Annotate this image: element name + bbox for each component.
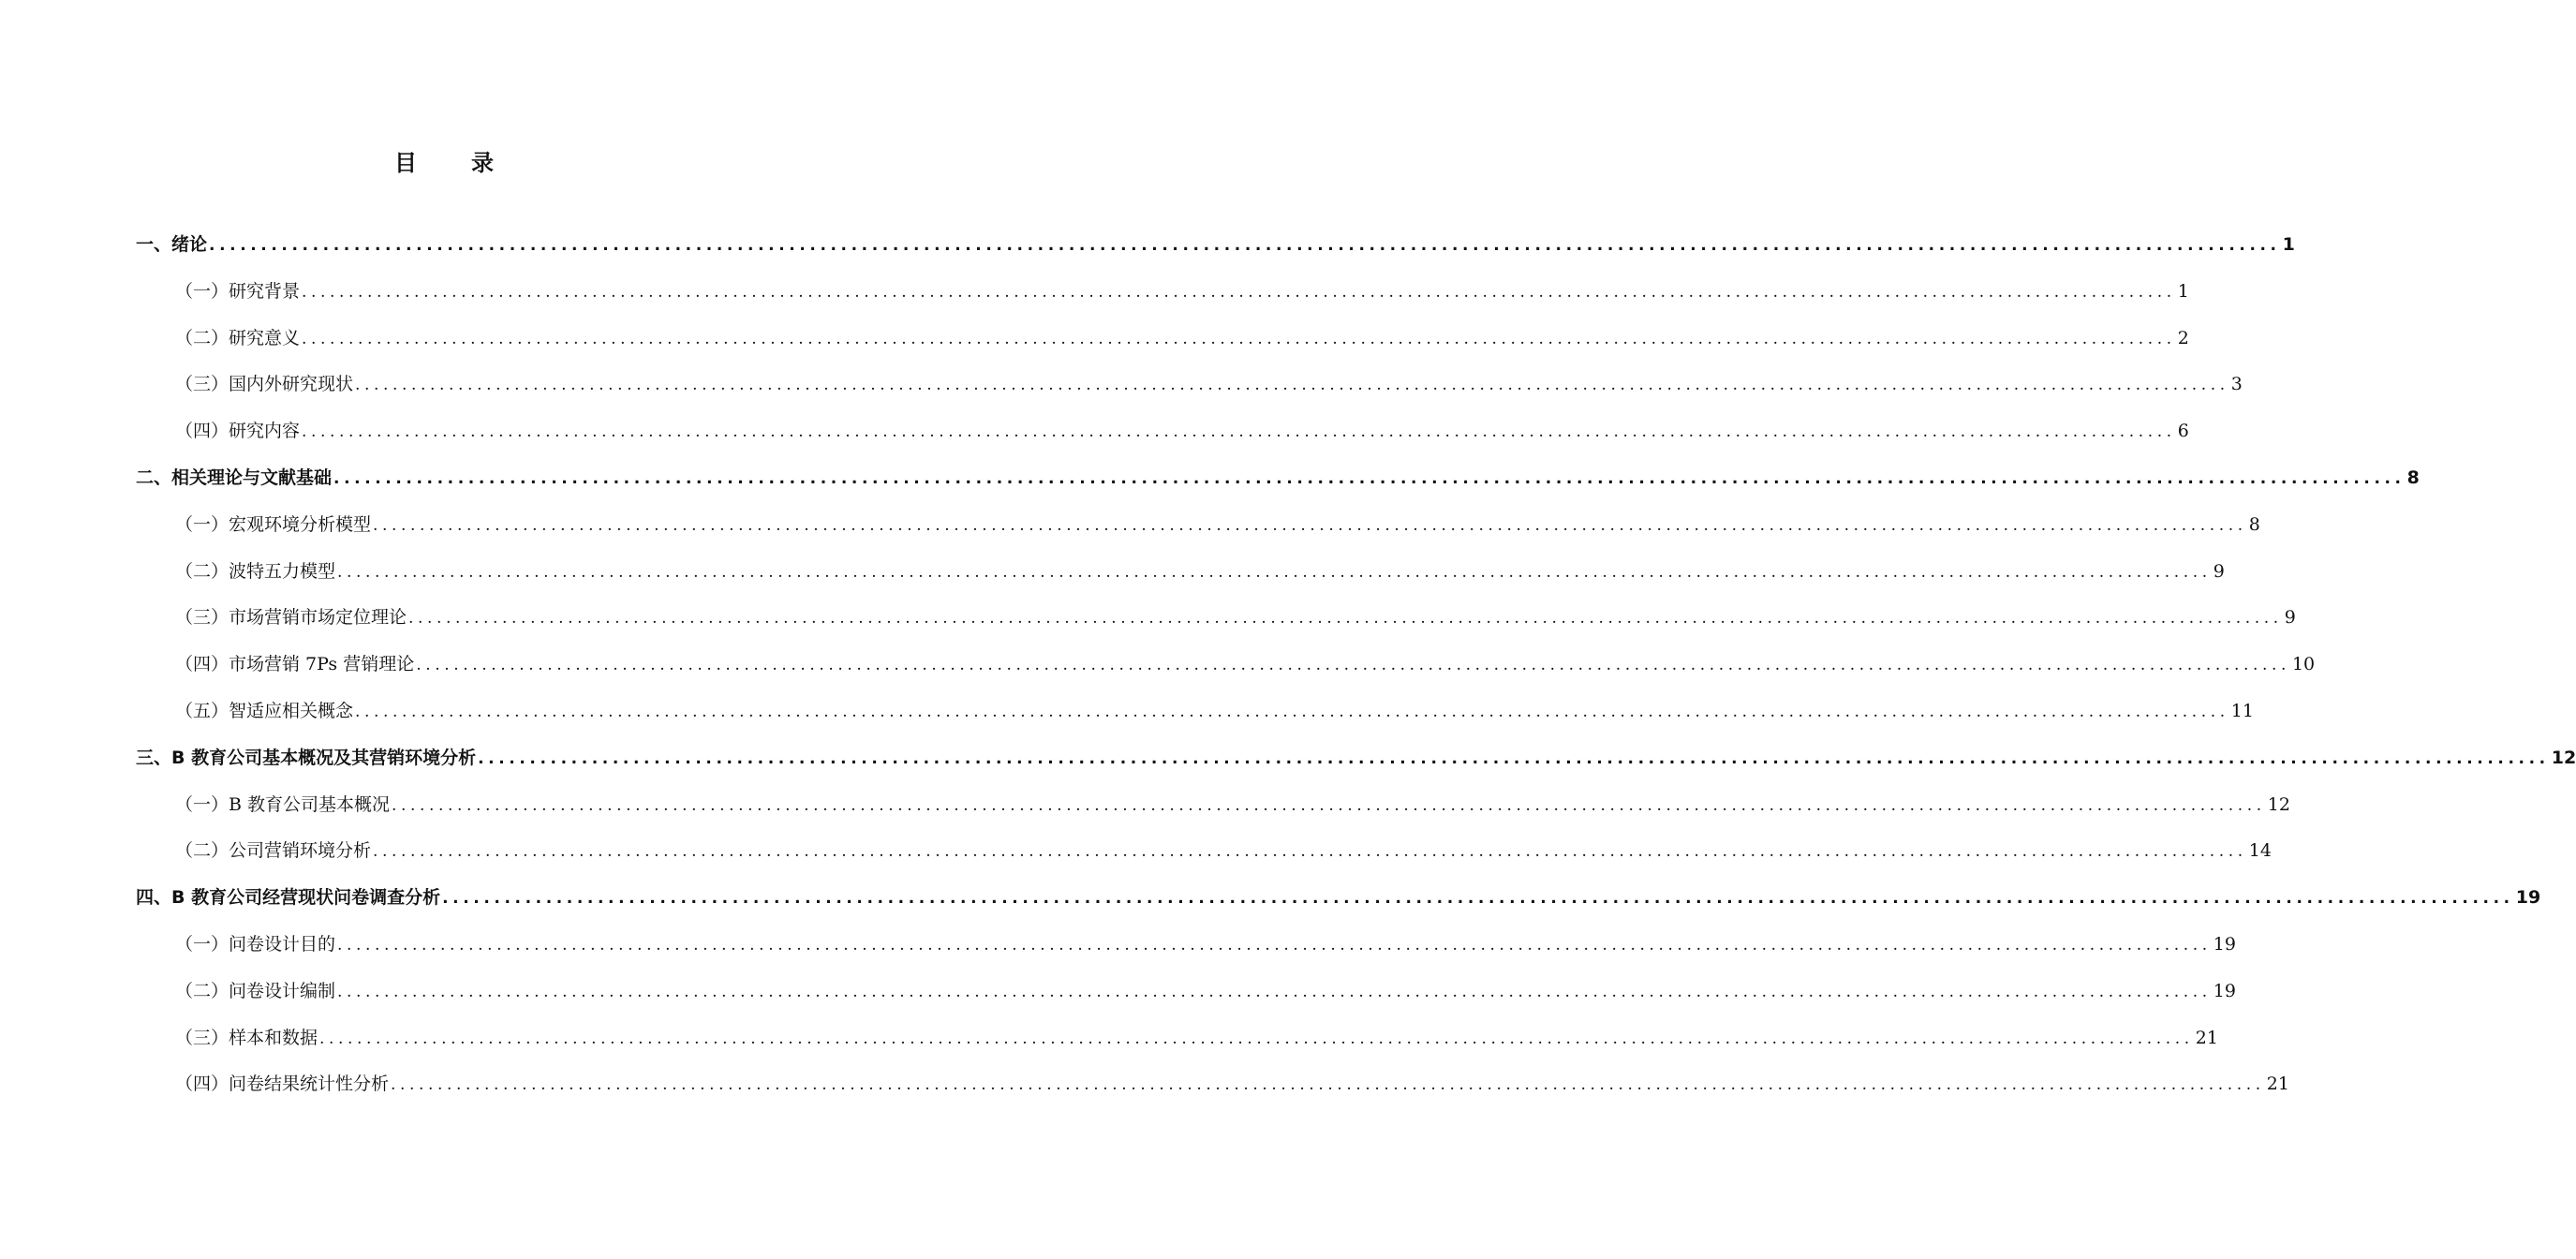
toc-entry-label: 四、B 教育公司经营现状问卷调查分析 xyxy=(136,887,441,909)
toc-section-entry[interactable] xyxy=(136,1061,2289,1108)
toc-chapter-entry[interactable] xyxy=(136,875,2541,922)
dot-leader: ........................................................................................................................................................................................................ xyxy=(391,1075,2265,1095)
toc-entry-page-number: 14 xyxy=(2248,840,2272,862)
toc-entry-page-number: 9 xyxy=(2213,560,2225,582)
toc-entry-page-number: 10 xyxy=(2291,654,2316,675)
table-of-contents xyxy=(136,222,2576,1108)
dot-leader: ........................................................................................................................................................................................................ xyxy=(302,329,2176,348)
toc-entry-page-number: 6 xyxy=(2177,421,2189,442)
dot-leader: ........................................................................................................................................................................................................ xyxy=(442,889,2514,909)
toc-entry-label: （四）研究内容 xyxy=(175,421,301,442)
toc-section-entry[interactable] xyxy=(136,782,2290,829)
toc-entry-label: （三）市场营销市场定位理论 xyxy=(175,607,407,629)
dot-leader: ........................................................................................................................................................................................................ xyxy=(302,282,2176,302)
toc-entry-page-number: 2 xyxy=(2177,327,2189,348)
page-title xyxy=(0,146,890,180)
toc-entry-page-number: 21 xyxy=(2266,1074,2289,1095)
toc-entry-label: （二）研究意义 xyxy=(175,327,301,348)
dot-leader: ........................................................................................................................................................................................................ xyxy=(478,748,2550,768)
toc-entry-label: （三）样本和数据 xyxy=(175,1027,318,1048)
toc-entry-label: （二）问卷设计编制 xyxy=(175,980,336,1001)
toc-entry-page-number: 21 xyxy=(2195,1027,2218,1048)
toc-entry-label: （二）波特五力模型 xyxy=(175,560,336,582)
dot-leader: ........................................................................................................................................................................................................ xyxy=(392,795,2266,815)
toc-entry-page-number: 1 xyxy=(2282,234,2295,255)
dot-leader: ........................................................................................................................................................................................................ xyxy=(337,982,2212,1001)
toc-section-entry[interactable] xyxy=(136,269,2189,316)
dot-leader: ........................................................................................................................................................................................................ xyxy=(337,562,2212,582)
page-title-char-1: 目 xyxy=(394,150,419,176)
dot-leader: ........................................................................................................................................................................................................ xyxy=(302,422,2176,442)
toc-section-entry[interactable] xyxy=(136,408,2189,455)
toc-entry-label: （二）公司营销环境分析 xyxy=(175,840,372,862)
toc-entry-page-number: 12 xyxy=(2267,793,2290,815)
toc-entry-page-number: 1 xyxy=(2177,280,2189,302)
toc-entry-page-number: 3 xyxy=(2230,374,2243,395)
dot-leader: ........................................................................................................................................................................................................ xyxy=(355,376,2229,395)
toc-entry-page-number: 19 xyxy=(2213,933,2236,955)
dot-leader: ........................................................................................................................................................................................................ xyxy=(337,935,2212,955)
toc-section-entry[interactable] xyxy=(136,362,2243,408)
toc-entry-label: （一）B 教育公司基本概况 xyxy=(175,793,391,815)
toc-section-entry[interactable] xyxy=(136,316,2189,363)
dot-leader: ........................................................................................................................................................................................................ xyxy=(209,236,2281,255)
toc-entry-label: （三）国内外研究现状 xyxy=(175,374,354,395)
dot-leader: ........................................................................................................................................................................................................ xyxy=(408,609,2283,629)
toc-entry-label: （四）问卷结果统计性分析 xyxy=(175,1074,390,1095)
page-title-char-2: 录 xyxy=(471,150,496,176)
dot-leader: ........................................................................................................................................................................................................ xyxy=(373,842,2247,862)
toc-entry-page-number: 9 xyxy=(2284,607,2296,629)
toc-section-entry[interactable] xyxy=(136,642,2316,689)
toc-entry-label: （一）研究背景 xyxy=(175,280,301,302)
toc-entry-page-number: 11 xyxy=(2230,700,2254,721)
toc-chapter-entry[interactable] xyxy=(136,735,2576,782)
dot-leader: ........................................................................................................................................................................................................ xyxy=(333,468,2406,488)
toc-section-entry[interactable] xyxy=(136,1015,2218,1062)
toc-entry-page-number: 19 xyxy=(2213,980,2236,1001)
toc-entry-label: 二、相关理论与文献基础 xyxy=(136,467,333,488)
toc-chapter-entry[interactable] xyxy=(136,455,2420,502)
toc-section-entry[interactable] xyxy=(136,922,2236,969)
toc-entry-label: （一）问卷设计目的 xyxy=(175,933,336,955)
toc-section-entry[interactable] xyxy=(136,689,2254,735)
dot-leader: ........................................................................................................................................................................................................ xyxy=(416,656,2290,675)
toc-section-entry[interactable] xyxy=(136,549,2225,596)
toc-entry-page-number: 12 xyxy=(2551,747,2576,768)
toc-chapter-entry[interactable] xyxy=(136,222,2295,269)
toc-entry-page-number: 19 xyxy=(2515,887,2541,909)
toc-entry-page-number: 8 xyxy=(2248,513,2260,535)
dot-leader: ........................................................................................................................................................................................................ xyxy=(319,1029,2194,1048)
toc-entry-label: （四）市场营销 7Ps 营销理论 xyxy=(175,654,415,675)
toc-section-entry[interactable] xyxy=(136,502,2260,549)
toc-entry-page-number: 8 xyxy=(2406,467,2420,488)
toc-entry-label: 一、绪论 xyxy=(136,234,208,255)
toc-entry-label: 三、B 教育公司基本概况及其营销环境分析 xyxy=(136,747,477,768)
toc-section-entry[interactable] xyxy=(136,595,2296,642)
toc-entry-label: （一）宏观环境分析模型 xyxy=(175,513,372,535)
toc-section-entry[interactable] xyxy=(136,828,2272,875)
dot-leader: ........................................................................................................................................................................................................ xyxy=(373,515,2247,535)
toc-entry-label: （五）智适应相关概念 xyxy=(175,700,354,721)
toc-section-entry[interactable] xyxy=(136,969,2236,1015)
dot-leader: ........................................................................................................................................................................................................ xyxy=(355,702,2229,721)
